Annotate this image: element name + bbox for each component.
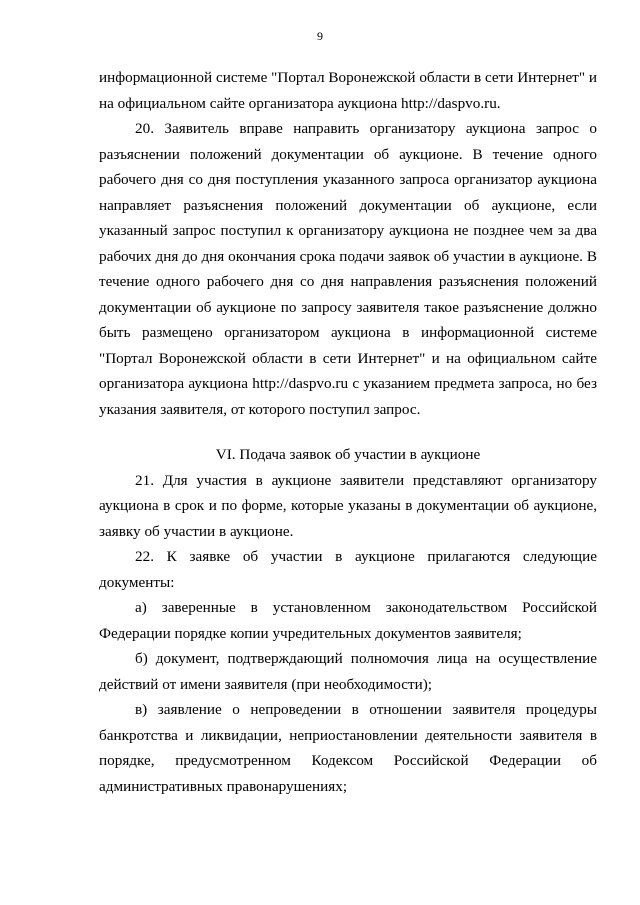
- list-item-b: б) документ, подтверждающий полномочия лица на осуществление действий от имени заявителя (при необходимости);: [99, 650, 597, 693]
- paragraph-22: 22. К заявке об участии в аукционе прилагаются следующие документы:: [99, 548, 597, 591]
- section-heading: VI. Подача заявок об участии в аукционе: [215, 446, 481, 463]
- paragraph-continuation: информационной системе "Портал Воронежской области в сети Интернет" и на официальном сайте организатора аукциона http://daspvo.ru.: [99, 69, 597, 112]
- document-body: [99, 65, 597, 799]
- paragraph-21: 21. Для участия в аукционе заявители представляют организатору аукциона в срок и по форме, которые указаны в документации об аукционе, заявку об участии в аукционе.: [99, 471, 597, 540]
- paragraph-20: 20. Заявитель вправе направить организатору аукциона запрос о разъяснении положений документации об аукционе. В течение одного рабочего дня со дня поступления указанного запроса организатор аукциона направляет разъяснения положений документации об аукционе, если указанный запрос поступил к организатору аукциона не позднее чем за два рабочих дня до дня окончания срока подачи заявок об участии в аукционе. В течение одного рабочего дня со дня направления разъяснения положений документации об аукционе по запросу заявителя такое разъяснение должно быть размещено организатором аукциона в информационной системе "Портал Воронежской области в сети Интернет" и на официальном сайте организатора аукциона http://daspvo.ru с указанием предмета запроса, но без указания заявителя, от которого поступил запрос.: [99, 120, 597, 418]
- list-item-a: а) заверенные в установленном законодательством Российской Федерации порядке копии учредительных документов заявителя;: [99, 599, 597, 642]
- list-item-v: в) заявление о непроведении в отношении заявителя процедуры банкротства и ликвидации, неприостановлении деятельности заявителя в порядке, предусмотренном Кодексом Российской Федерации об административных правонарушениях;: [99, 701, 597, 795]
- page-number: 9: [317, 29, 323, 43]
